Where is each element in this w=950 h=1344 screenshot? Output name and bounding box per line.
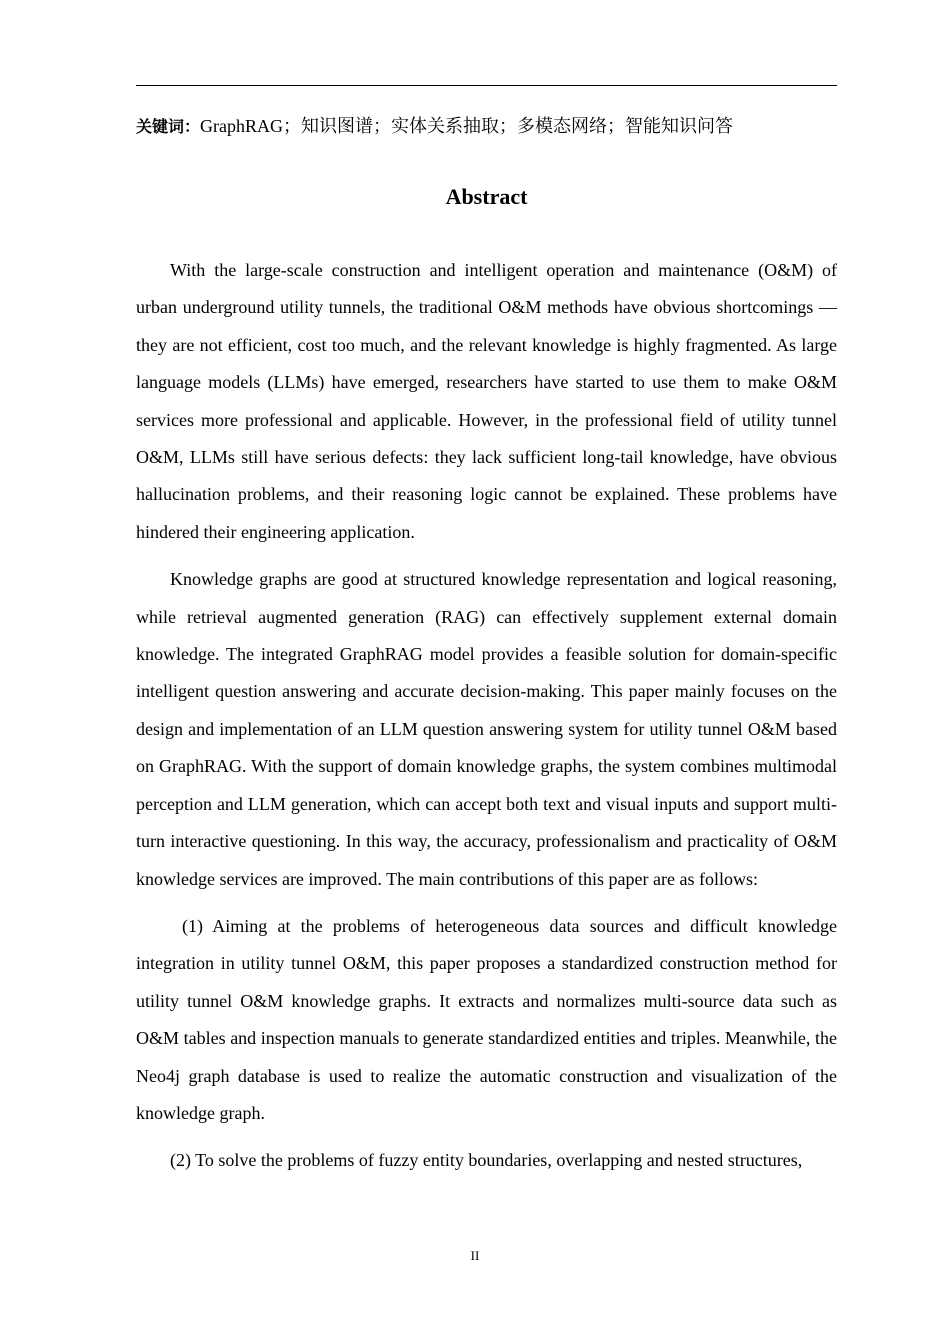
header-rule — [136, 85, 837, 86]
abstract-paragraph-3: (1) Aiming at the problems of heterogeneous data sources and difficult knowledge integration in utility tunnel O&M, this paper proposes a standardized construction method for utility tunnel O&M knowledge graphs. It extracts and normalizes multi-source data such as O&M tables and inspection manuals to generate standardized entities and triples. Meanwhile, the Neo4j graph database is used to realize the automatic construction and visualization of the knowledge graph. — [136, 915, 837, 1123]
page-number: II — [470, 1248, 480, 1263]
keywords-line — [136, 114, 837, 139]
abstract-title: Abstract — [445, 184, 528, 209]
abstract-paragraph-2: Knowledge graphs are good at structured knowledge representation and logical reasoning, while retrieval augmented generation (RAG) can effectively supplement external domain knowledge. The integrated GraphRAG model provides a feasible solution for domain-specific intelligent question answering and accurate decision-making. This paper mainly focuses on the design and implementation of an LLM question answering system for utility tunnel O&M based on GraphRAG. With the support of domain knowledge graphs, the system combines multimodal perception and LLM generation, which can accept both text and visual inputs and support multi-turn interactive questioning. In this way, the accuracy, professionalism and practicality of O&M knowledge services are improved. The main contributions of this paper are as follows: — [136, 569, 837, 889]
keywords-text: GraphRAG；知识图谱；实体关系抽取；多模态网络；智能知识问答 — [200, 116, 733, 136]
abstract-body — [136, 252, 837, 1180]
abstract-paragraph-1: With the large-scale construction and intelligent operation and maintenance (O&M) of urban underground utility tunnels, the traditional O&M methods have obvious shortcomings —they are not efficient, cost too much, and the relevant knowledge is highly fragmented. As large language models (LLMs) have emerged, researchers have started to use them to make O&M services more professional and applicable. However, in the professional field of utility tunnel O&M, LLMs still have serious defects: they lack sufficient long-tail knowledge, have obvious hallucination problems, and their reasoning logic cannot be explained. These problems have hindered their engineering application. — [136, 260, 837, 542]
keywords-label: 关键词： — [136, 117, 201, 136]
abstract-paragraph-4: (2) To solve the problems of fuzzy entity boundaries, overlapping and nested structures, — [170, 1150, 803, 1171]
